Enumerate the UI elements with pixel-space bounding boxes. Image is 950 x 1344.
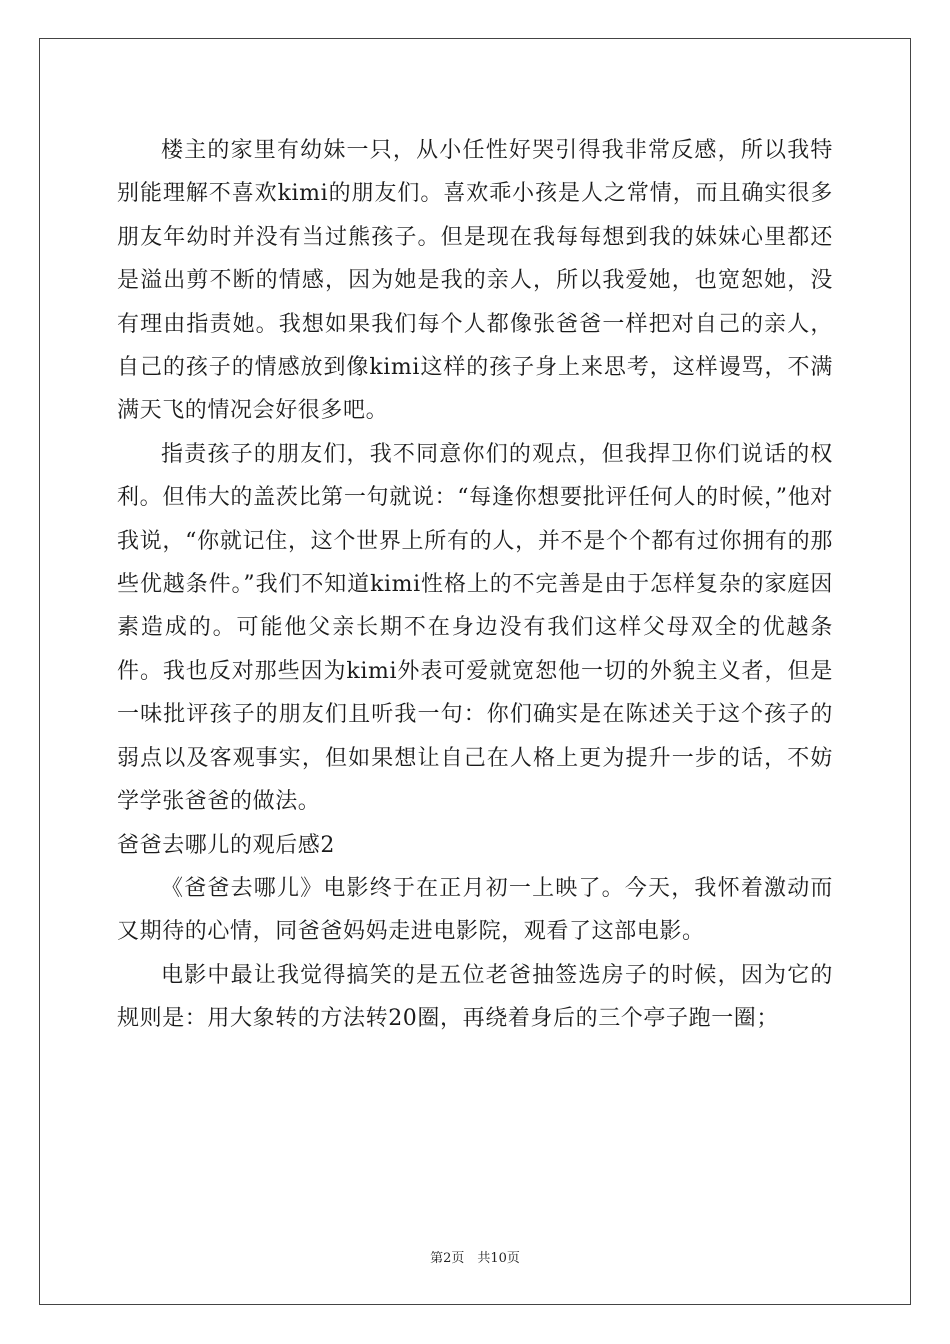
section-title: 爸爸去哪儿的观后感2 (117, 832, 335, 858)
paragraph: 《爸爸去哪儿》电影终于在正月初一上映了。今天，我怀着激动而又期待的心情，同爸爸妈妈走进电影院，观看了这部电影。 (117, 875, 833, 945)
page-number-footer: 第2页 共10页 (430, 1251, 520, 1266)
paragraph: 电影中最让我觉得搞笑的是五位老爸抽签选房子的时候，因为它的规则是：用大象转的方法转20圈，再绕着身后的三个亭子跑一圈； (117, 962, 833, 1032)
document-body (117, 129, 833, 1041)
paragraph: 指责孩子的朋友们，我不同意你们的观点，但我捍卫你们说话的权利。但伟大的盖茨比第一句就说：“每逢你想要批评任何人的时候，”他对我说，“你就记住，这个世界上所有的人，并不是个个都有过你拥有的那些优越条件。”我们不知道kimi性格上的不完善是由于怎样复杂的家庭因素造成的。可能他父亲长期不在身边没有我们这样父母双全的优越条件。我也反对那些因为kimi外表可爱就宽恕他一切的外貌主义者，但是一味批评孩子的朋友们且听我一句：你们确实是在陈述关于这个孩子的弱点以及客观事实，但如果想让自己在人格上更为提升一步的话，不妨学学张爸爸的做法。 (117, 441, 833, 815)
paragraph: 楼主的家里有幼妹一只，从小任性好哭引得我非常反感，所以我特别能理解不喜欢kimi的朋友们。喜欢乖小孩是人之常情，而且确实很多朋友年幼时并没有当过熊孩子。但是现在我每每想到我的妹妹心里都还是溢出剪不断的情感，因为她是我的亲人，所以我爱她，也宽恕她，没有理由指责她。我想如果我们每个人都像张爸爸一样把对自己的亲人，自己的孩子的情感放到像kimi这样的孩子身上来思考，这样谩骂，不满满天飞的情况会好很多吧。 (117, 138, 833, 424)
